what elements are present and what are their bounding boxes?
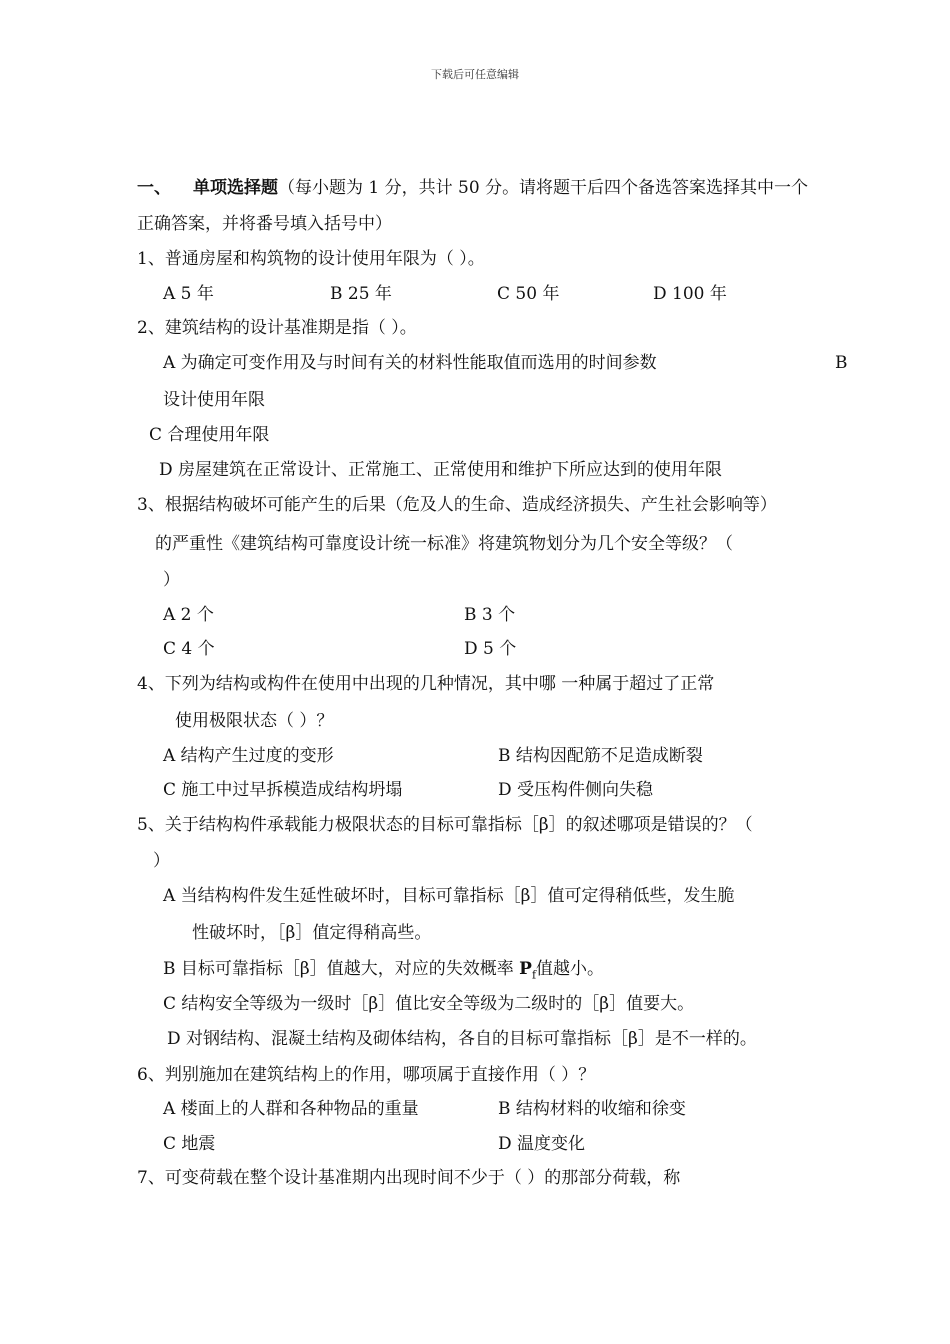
question-4-option-d: D 受压构件侧向失稳 — [498, 780, 654, 800]
section-note: （每小题为 1 分，共计 50 分。请将题干后四个备选答案选择其中一个 — [278, 178, 809, 198]
question-3-option-d: D 5 个 — [464, 639, 517, 659]
question-3-stem-end: ） — [163, 570, 180, 590]
question-2-option-b-letter: B — [835, 353, 848, 373]
question-5-option-b: B 目标可靠指标［β］值越大，对应的失效概率 $P_f$值越小。 — [163, 959, 605, 982]
section-heading — [137, 177, 808, 199]
question-5-option-a: A 当结构构件发生延性破坏时，目标可靠指标［β］值可定得稍低些，发生脆 — [163, 886, 735, 906]
question-6-stem: 6、判别施加在建筑结构上的作用，哪项属于直接作用（ ）？ — [137, 1065, 596, 1085]
question-4-stem-cont: 使用极限状态（ ）？ — [175, 711, 334, 731]
question-1-option-b: B 25 年 — [330, 284, 392, 304]
section-number: 一、 — [137, 178, 171, 198]
question-3-option-a: A 2 个 — [163, 605, 214, 625]
question-2-option-d: D 房屋建筑在正常设计、正常施工、正常使用和维护下所应达到的使用年限 — [159, 460, 723, 480]
page-header: 下载后可任意编辑 — [431, 68, 519, 81]
question-6-option-a: A 楼面上的人群和各种物品的重量 — [163, 1099, 419, 1119]
question-2-option-a: A 为确定可变作用及与时间有关的材料性能取值而选用的时间参数 — [163, 353, 657, 373]
question-3-stem-cont: 的严重性《建筑结构可靠度设计统一标准》将建筑物划分为几个安全等级？（ — [155, 534, 733, 554]
question-5-option-c: C 结构安全等级为一级时［β］值比安全等级为二级时的［β］值要大。 — [163, 994, 695, 1014]
question-1-option-d: D 100 年 — [653, 284, 727, 304]
question-4-stem: 4、下列为结构或构件在使用中出现的几种情况，其中哪 一种属于超过了正常 — [137, 674, 715, 694]
question-6-option-c: C 地震 — [163, 1134, 216, 1154]
question-5-stem-end: ） — [153, 851, 170, 871]
question-3-option-b: B 3 个 — [464, 605, 516, 625]
failure-probability-symbol: P — [519, 959, 532, 979]
section-title: 单项选择题 — [193, 178, 278, 198]
question-3-option-c: C 4 个 — [163, 639, 215, 659]
question-3-stem: 3、根据结构破坏可能产生的后果（危及人的生命、造成经济损失、产生社会影响等） — [137, 495, 777, 515]
question-1-stem: 1、普通房屋和构筑物的设计使用年限为（ ）。 — [137, 249, 485, 269]
question-2-option-b: 设计使用年限 — [163, 390, 265, 410]
question-1-option-a: A 5 年 — [163, 284, 214, 304]
question-6-option-b: B 结构材料的收缩和徐变 — [498, 1099, 686, 1119]
question-4-option-a: A 结构产生过度的变形 — [163, 746, 334, 766]
question-4-option-c: C 施工中过早拆模造成结构坍塌 — [163, 780, 403, 800]
question-1-option-c: C 50 年 — [497, 284, 560, 304]
question-6-option-d: D 温度变化 — [498, 1134, 586, 1154]
question-5-option-d: D 对钢结构、混凝土结构及砌体结构，各自的目标可靠指标［β］是不一样的。 — [167, 1029, 757, 1049]
question-5-stem: 5、关于结构构件承载能力极限状态的目标可靠指标［β］的叙述哪项是错误的？（ — [137, 815, 753, 835]
question-7-stem: 7、可变荷载在整个设计基准期内出现时间不少于（ ）的那部分荷载，称 — [137, 1168, 681, 1188]
question-5-option-a-cont: 性破坏时，［β］值定得稍高些。 — [192, 923, 432, 943]
question-4-option-b: B 结构因配筋不足造成断裂 — [498, 746, 703, 766]
question-2-option-c: C 合理使用年限 — [149, 425, 270, 445]
section-note-cont: 正确答案，并将番号填入括号中） — [137, 214, 392, 234]
question-2-stem: 2、建筑结构的设计基准期是指（ ）。 — [137, 318, 417, 338]
